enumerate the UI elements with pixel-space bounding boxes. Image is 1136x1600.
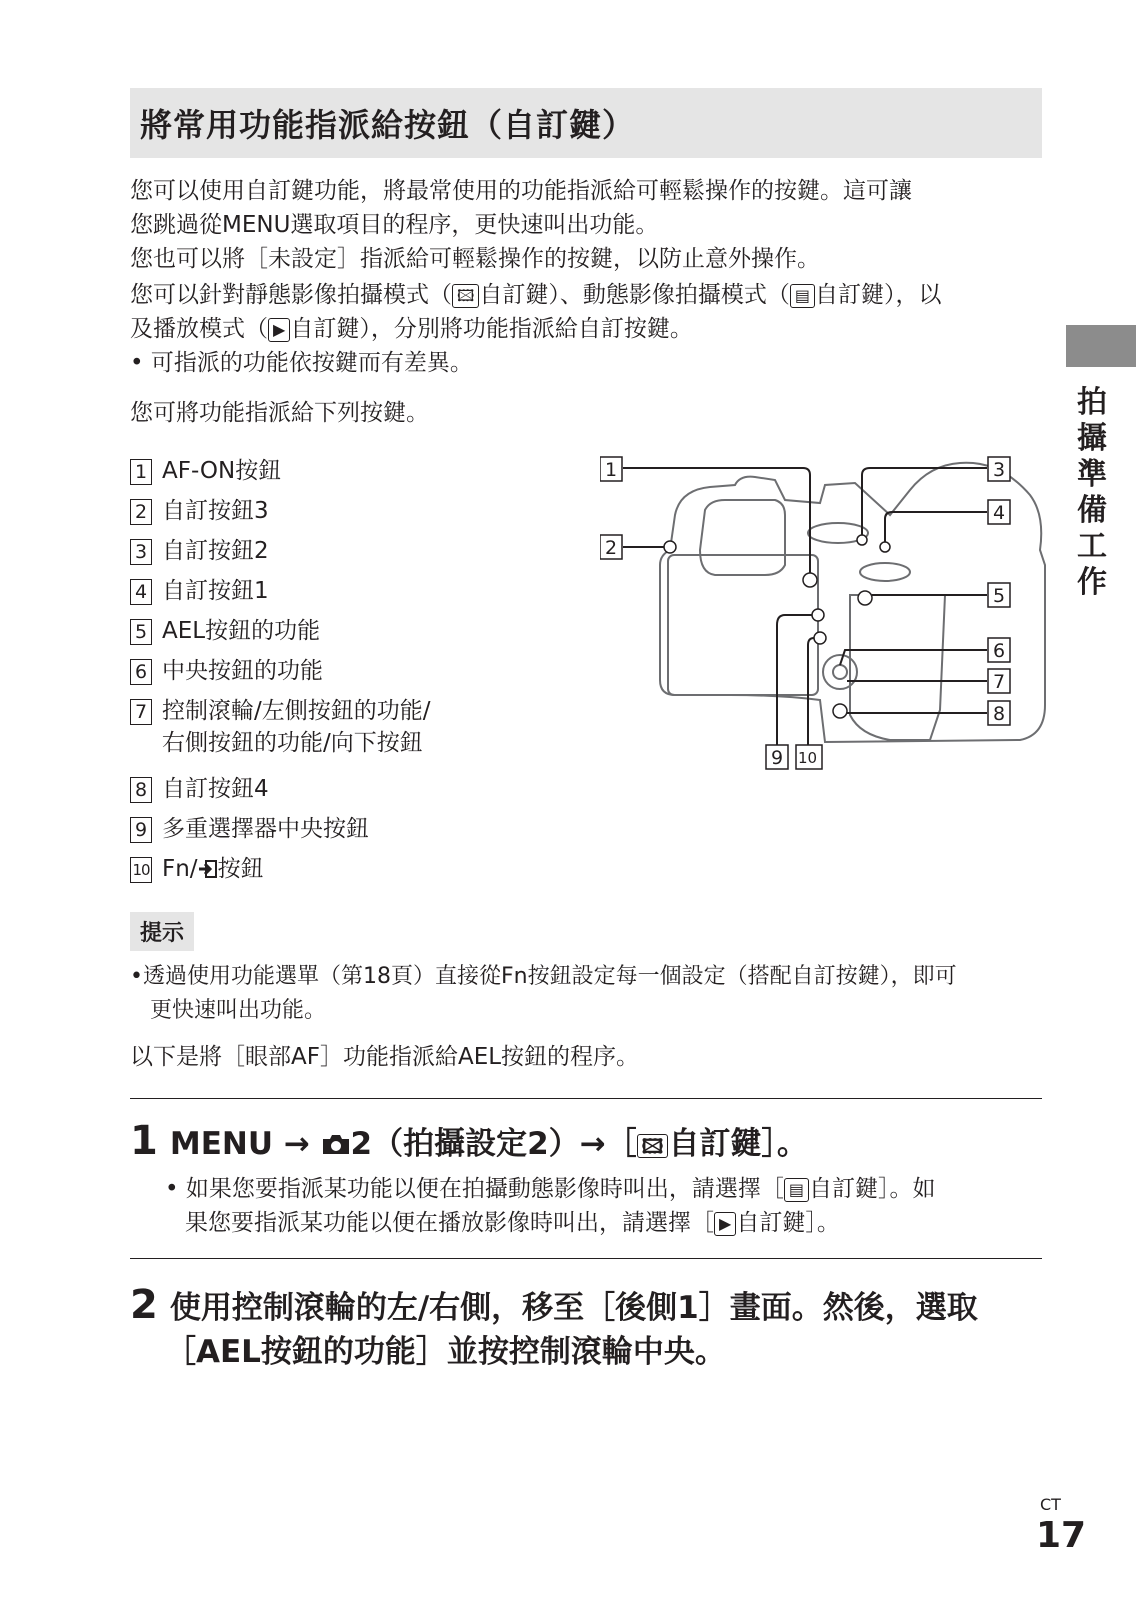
note-text-a: • 如果您要指派某功能以便在拍攝動態影像時叫出，請選擇［	[165, 1176, 784, 1202]
legend-number: 10	[130, 857, 152, 883]
callout-number: 6	[993, 640, 1006, 662]
legend-label: 自訂按鈕2	[162, 538, 269, 564]
leader-line-9	[777, 615, 812, 745]
step-text-b: 2（拍攝設定2）→［	[350, 1126, 637, 1162]
modes-text-b: 自訂鍵）、動態影像拍攝模式（	[479, 282, 790, 308]
step-number: 2	[130, 1282, 158, 1328]
note-text-d: 自訂鍵］。	[736, 1210, 840, 1236]
step-text-c: 自訂鍵］。	[668, 1126, 808, 1162]
step-1-note-line-2	[165, 1206, 1065, 1240]
note-text-c: 果您要指派某功能以便在播放影像時叫出，請選擇［	[185, 1210, 714, 1236]
legend-number: 1	[130, 459, 152, 485]
legend-label-b: 按鈕	[217, 856, 264, 882]
callout-number: 4	[993, 502, 1006, 524]
modes-line-2	[130, 312, 1050, 346]
legend-label: 自訂按鈕3	[162, 498, 269, 524]
tip-text	[130, 960, 1030, 1028]
camera-icon	[321, 1132, 351, 1156]
callout-number: 5	[993, 585, 1006, 607]
leader-line-3	[862, 468, 987, 535]
still-image-icon: 🖾	[637, 1134, 669, 1158]
legend-item	[130, 655, 431, 695]
legend-label	[162, 853, 264, 885]
camera-rear-diagram	[600, 455, 1050, 795]
callout-number: 10	[798, 749, 818, 767]
legend-number: 9	[130, 817, 152, 843]
legend-label: AF-ON按鈕	[162, 458, 282, 484]
legend-label-a: Fn/	[162, 856, 198, 882]
page-language: CT	[1040, 1495, 1061, 1514]
legend-number: 5	[130, 619, 152, 645]
callout-number: 3	[993, 459, 1006, 481]
assign-intro: 您可將功能指派給下列按鍵。	[130, 400, 429, 426]
custom-button-3	[664, 541, 676, 553]
legend-label-line1: 控制滾輪/左側按鈕的功能/	[162, 698, 431, 724]
tip-line-2: 更快速叫出功能。	[150, 998, 327, 1023]
callout-number: 1	[605, 459, 618, 481]
side-label: 拍攝準備工作	[1077, 385, 1107, 600]
grip	[850, 595, 945, 740]
legend-item	[130, 575, 431, 615]
leader-line-10	[808, 638, 814, 745]
control-dial	[860, 563, 910, 581]
legend-number: 2	[130, 499, 152, 525]
legend-number: 7	[130, 699, 152, 725]
note: • 可指派的功能依按鍵而有差異。	[130, 350, 473, 376]
multi-selector	[823, 655, 857, 689]
legend-number: 6	[130, 659, 152, 685]
legend-item	[130, 853, 431, 893]
still-image-icon: 🖾	[452, 284, 479, 308]
step-1-note-line-1	[165, 1172, 1045, 1206]
step-2-line-1: 使用控制滾輪的左/右側，移至［後側1］畫面。然後，選取	[169, 1290, 978, 1326]
divider	[130, 1258, 1042, 1259]
leader-line-4	[885, 512, 987, 542]
legend-label: 中央按鈕的功能	[162, 658, 323, 684]
legend-label	[162, 695, 431, 759]
modes-text-e: 自訂鍵），分別將功能指派給自訂按鍵。	[290, 316, 693, 342]
tip-label: 提示	[130, 912, 194, 951]
callout-number: 9	[771, 747, 784, 769]
callout-number: 8	[993, 703, 1006, 725]
note-text-b: 自訂鍵］。如	[809, 1176, 936, 1202]
custom-button-4	[833, 704, 847, 718]
page-title: 將常用功能指派給按鈕（自訂鍵）	[140, 106, 636, 144]
intro-line-3: 您也可以將［未設定］指派給可輕鬆操作的按鍵，以防止意外操作。	[130, 246, 820, 272]
modes-text-c: 自訂鍵），以	[815, 282, 942, 308]
modes-text-d: 及播放模式（	[130, 316, 268, 342]
leader-line-6	[840, 650, 987, 665]
legend-item	[130, 813, 431, 853]
modes-text-a: 您可以針對靜態影像拍攝模式（	[130, 282, 452, 308]
center-button-ring	[833, 665, 847, 679]
tip-line-1: •透過使用功能選單（第18頁）直接從Fn按鈕設定每一個設定（搭配自訂按鍵），即可	[130, 964, 957, 989]
custom-button-2	[857, 535, 867, 545]
custom-button-1	[880, 542, 890, 552]
legend-item	[130, 455, 431, 495]
intro-line-2: 您跳過從MENU選取項目的程序，更快速叫出功能。	[130, 212, 659, 238]
legend-number: 3	[130, 539, 152, 565]
movie-icon: ▤	[790, 284, 815, 308]
movie-icon: ▤	[784, 1178, 809, 1202]
title-bar	[130, 88, 1042, 158]
send-icon	[198, 859, 218, 879]
legend-number: 8	[130, 777, 152, 803]
playback-icon: ▶	[268, 318, 290, 342]
viewfinder	[700, 500, 785, 575]
divider	[130, 1098, 1042, 1099]
legend-item	[130, 615, 431, 655]
modes-line-1	[130, 278, 1050, 312]
legend-item	[130, 535, 431, 575]
step-text-a: MENU →	[169, 1126, 321, 1162]
legend-label: 自訂按鈕4	[162, 776, 269, 802]
legend-number: 4	[130, 579, 152, 605]
step-2-line-2: ［AEL按鈕的功能］並按控制滾輪中央。	[165, 1334, 726, 1370]
af-on-button	[803, 573, 817, 587]
playback-icon: ▶	[714, 1212, 736, 1236]
callout-number: 7	[993, 671, 1006, 693]
ael-button	[858, 591, 872, 605]
procedure-intro: 以下是將［眼部AF］功能指派給AEL按鈕的程序。	[130, 1044, 640, 1070]
fn-button	[814, 632, 826, 644]
intro-line-1: 您可以使用自訂鍵功能，將最常使用的功能指派給可輕鬆操作的按鍵。這可讓	[130, 178, 912, 204]
legend-label: 自訂按鈕1	[162, 578, 269, 604]
side-tab	[1066, 325, 1136, 367]
legend-item	[130, 773, 431, 813]
multi-selector-center	[812, 609, 824, 621]
legend-label: AEL按鈕的功能	[162, 618, 321, 644]
legend-item	[130, 695, 431, 773]
step-2	[130, 1282, 978, 1328]
callout-number: 2	[605, 537, 618, 559]
step-number: 1	[130, 1118, 158, 1164]
step-1	[130, 1118, 808, 1164]
legend-item	[130, 495, 431, 535]
button-legend	[130, 455, 431, 893]
legend-label-line2: 右側按鈕的功能/向下按鈕	[162, 730, 423, 756]
leader-line-1	[623, 468, 810, 573]
legend-label: 多重選擇器中央按鈕	[162, 816, 369, 842]
page-number: 17	[1036, 1515, 1087, 1556]
